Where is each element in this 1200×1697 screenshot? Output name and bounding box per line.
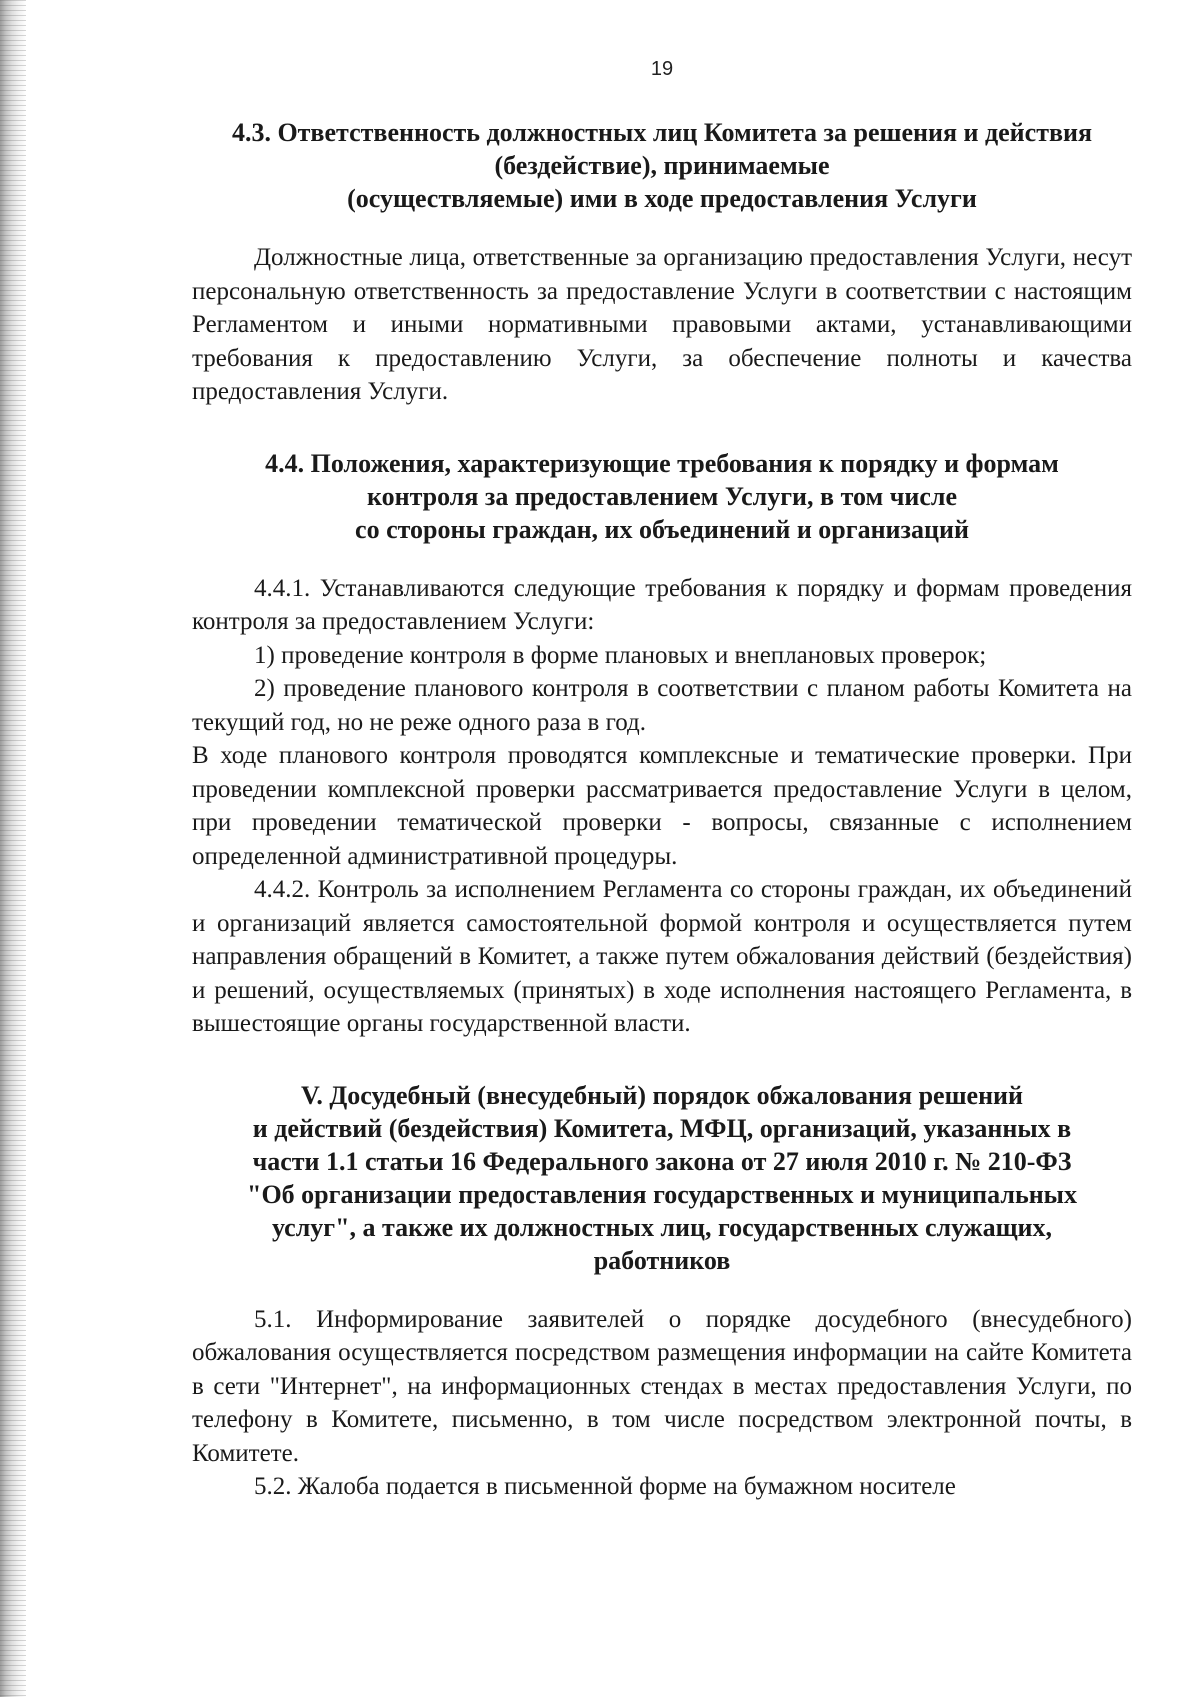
- heading-line: контроля за предоставлением Услуги, в том числе: [366, 481, 958, 511]
- heading-line: (бездействие), принимаемые: [494, 151, 830, 180]
- heading-line: услуг", а также их должностных лиц, государственных служащих,: [271, 1212, 1053, 1242]
- heading-line: 4.3. Ответственность должностных лиц Комитета за решения и действия: [231, 118, 1093, 147]
- list-item-1: 1) проведение контроля в форме плановых и внеплановых проверок;: [254, 641, 987, 669]
- paragraph-planned-control: В ходе планового контроля проводятся комплексные и тематические проверки. При проведении комплексной проверки рассматривается предоставление Услуги в целом, при проведении тематической проверки - вопросы, связанные с исполнением определенной административной процедуры.: [192, 742, 1132, 870]
- page-number: 19: [650, 58, 674, 80]
- heading-line: (осуществляемые) ими в ходе предоставления Услуги: [347, 184, 977, 213]
- heading-line: V. Досудебный (внесудебный) порядок обжалования решений: [300, 1080, 1024, 1110]
- heading-line: 4.4. Положения, характеризующие требования к порядку и формам: [265, 448, 1059, 478]
- paragraph-5-2: 5.2. Жалоба подается в письменной форме на бумажном носителе: [254, 1473, 956, 1500]
- paragraph-4-4-1: 4.4.1. Устанавливаются следующие требования к порядку и формам проведения контроля за предоставлением Услуги:: [192, 574, 1132, 635]
- paragraph-4-4-2: 4.4.2. Контроль за исполнением Регламента со стороны граждан, их объединений и организаций является самостоятельной формой контроля и осуществляется путем направления обращений в Комитет, а также путем обжалования действий (бездействия) и решений, осуществляемых (принятых) в ходе исполнения настоящего Регламента, в вышестоящие органы государственной власти.: [192, 876, 1132, 1037]
- paragraph-5-1: 5.1. Информирование заявителей о порядке досудебного (внесудебного) обжалования осуществляется посредством размещения информации на сайте Комитета в сети "Интернет", на информационных стендах в местах предоставления Услуги, по телефону в Комитете, письменно, в том числе посредством электронной почты, в Комитете.: [192, 1305, 1132, 1467]
- heading-line: части 1.1 статьи 16 Федерального закона от 27 июля 2010 г. № 210-ФЗ: [252, 1146, 1072, 1176]
- heading-line: и действий (бездействия) Комитета, МФЦ, организаций, указанных в: [252, 1113, 1072, 1143]
- section-5-heading: [192, 1079, 1132, 1277]
- section-4-3-heading: [192, 116, 1132, 215]
- scan-shadow: [0, 0, 26, 1697]
- list-item-2: 2) проведение планового контроля в соответствии с планом работы Комитета на текущий год, но не реже одного раза в год.: [192, 675, 1132, 736]
- heading-line: работников: [593, 1245, 731, 1275]
- heading-line: со стороны граждан, их объединений и организаций: [355, 514, 969, 544]
- section-4-3-paragraph: Должностные лица, ответственные за организацию предоставления Услуги, несут персональную ответственность за предоставление Услуги в соответствии с настоящим Регламентом и иными нормативными правовыми актами, устанавливающими требования к предоставлению Услуги, за обеспечение полноты и качества предоставления Услуги.: [192, 244, 1132, 405]
- heading-line: "Об организации предоставления государственных и муниципальных: [247, 1179, 1077, 1209]
- section-4-4-heading: [192, 447, 1132, 546]
- document-body: [192, 116, 1132, 1504]
